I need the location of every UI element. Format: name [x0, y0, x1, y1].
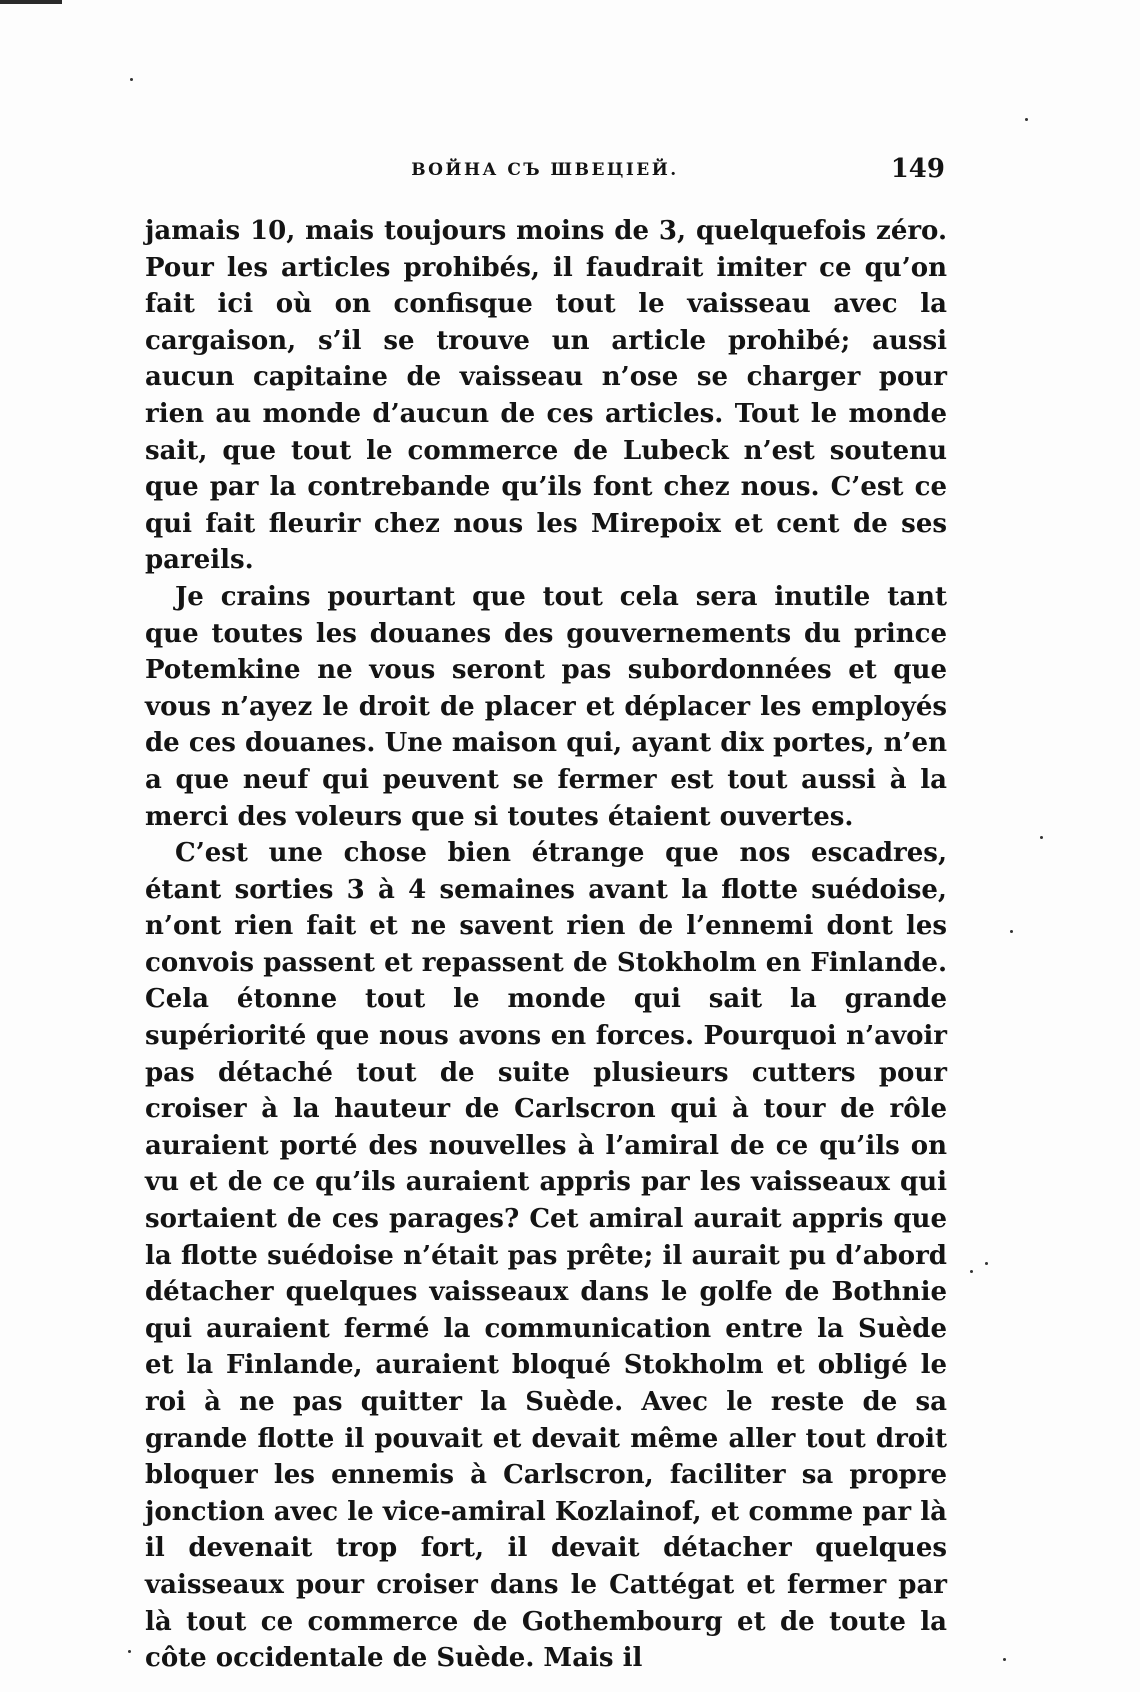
scan-speck	[128, 1650, 131, 1653]
page-header	[145, 150, 945, 190]
scan-speck	[130, 78, 133, 81]
body-text	[145, 213, 947, 1677]
scan-speck	[1040, 836, 1043, 839]
scan-speck	[1003, 1658, 1006, 1661]
paragraph-3: C’est une chose bien étrange que nos escadres, étant sorties 3 à 4 semaines avant la flotte suédoise, n’ont rien fait et ne savent rien de l’ennemi dont les convois passent et repassent de Stokholm en Finlande. Cela étonne tout le monde qui sait la grande supériorité que nous avons en forces. Pourquoi n’avoir pas détaché tout de suite plusieurs cutters pour croiser à la hauteur de Carlscron qui à tour de rôle auraient porté des nouvelles à l’amiral de ce qu’ils on vu et de ce qu’ils auraient appris par les vaisseaux qui sortaient de ces parages? Cet amiral aurait appris que la flotte suédoise n’était pas prête; il aurait pu d’abord détacher quelques vaisseaux dans le golfe de Bothnie qui auraient fermé la communication entre la Suède et la Finlande, auraient bloqué Stokholm et obligé le roi à ne pas quitter la Suède. Avec le reste de sa grande flotte il pouvait et devait même aller tout droit bloquer les ennemis à Carlscron, faciliter sa propre jonction avec le vice-amiral Kozlainof, et comme par là il devenait trop fort, il devait détacher quelques vaisseaux pour croiser dans le Cattégat et fermer par là tout ce commerce de Gothembourg et de toute la côte occidentale de Suède. Mais il	[145, 838, 947, 1674]
scan-speck	[970, 1270, 973, 1273]
page-number: 149	[890, 154, 945, 184]
scan-speck	[1025, 118, 1028, 121]
scan-corner-mark	[0, 0, 62, 4]
paragraph-2: Je crains pourtant que tout cela sera inutile tant que toutes les douanes des gouvernements du prince Potemkine ne vous seront pas subordonnées et que vous n’ayez le droit de placer et déplacer les employés de ces douanes. Une maison qui, ayant dix portes, n’en a que neuf qui peuvent se fermer est tout aussi à la merci des voleurs que si toutes étaient ouvertes.	[145, 581, 947, 832]
running-title: ВОЙНА СЪ ШВЕЦIЕЙ.	[411, 160, 679, 180]
paragraph-1: jamais 10, mais toujours moins de 3, quelquefois zéro. Pour les articles prohibés, il faudrait imiter ce qu’on fait ici où on confisque tout le vaisseau avec la cargaison, s’il se trouve un article prohibé; aussi aucun capitaine de vaisseau n’ose se charger pour rien au monde d’aucun de ces articles. Tout le monde sait, que tout le commerce de Lubeck n’est soutenu que par la contrebande qu’ils font chez nous. C’est ce qui fait fleurir chez nous les Mirepoix et cent de ses pareils.	[145, 216, 947, 576]
scan-speck	[1010, 930, 1013, 933]
scan-speck	[985, 1262, 988, 1265]
